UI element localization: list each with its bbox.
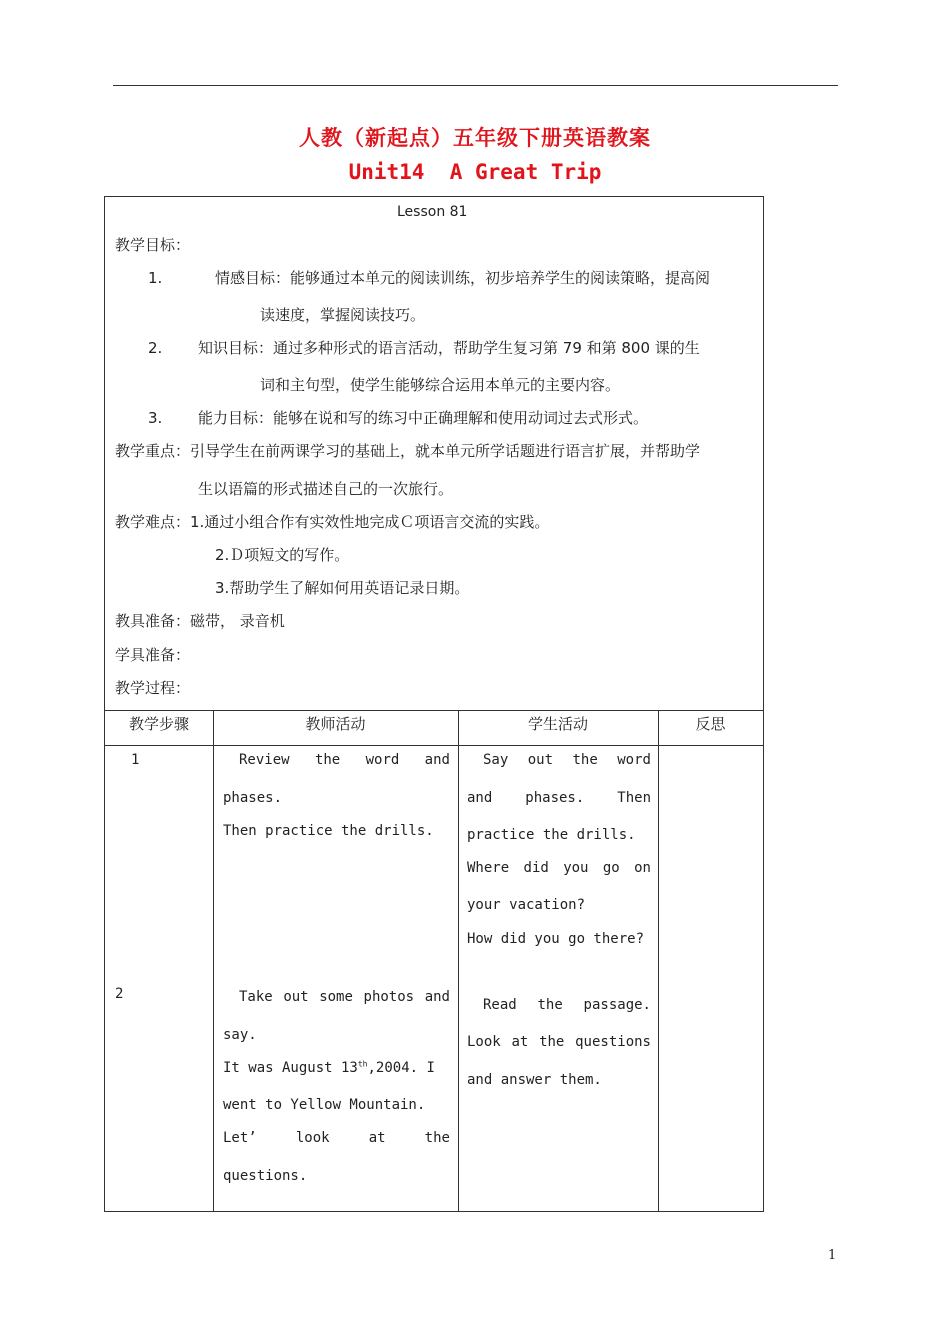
step-number-1: 1 (131, 752, 140, 768)
lesson-label: Lesson 81 (397, 204, 468, 220)
word: questions (575, 1034, 651, 1050)
process-label: 教学过程： (115, 679, 191, 697)
student-step1-line4 (467, 859, 651, 877)
table-col-divider-1 (213, 710, 214, 1212)
student-step1-line5: your vacation? (467, 897, 586, 913)
teacher-step2-line1 (223, 988, 450, 1006)
word: Take (239, 989, 273, 1005)
lesson-plan-box (104, 196, 764, 1212)
word: passage. (583, 997, 651, 1013)
word: the (539, 1034, 565, 1050)
table-col-divider-3 (658, 710, 659, 1212)
table-header-reflection: 反思 (695, 715, 726, 733)
objective-3-num: 3. (148, 409, 163, 427)
objective-3-line1: 能力目标：能够在说和写的练习中正确理解和使用动词过去式形式。 (198, 409, 649, 427)
word: Read (483, 997, 517, 1013)
word: Look (467, 1034, 501, 1050)
date-text: It was August 13 (223, 1060, 358, 1076)
teacher-step1-line2: phases. (223, 790, 283, 806)
step-number-2: 2 (115, 986, 124, 1002)
difficulties-line1: 教学难点：1.通过小组合作有实效性地完成Ｃ项语言交流的实践。 (115, 513, 550, 531)
page-number: 1 (828, 1248, 837, 1263)
document-title-en: Unit14 A Great Trip (348, 160, 602, 184)
word: Review (239, 752, 290, 768)
student-step1-line1 (467, 751, 651, 769)
word: did (523, 860, 549, 876)
word: and (424, 989, 450, 1005)
word: Say (483, 752, 509, 768)
word: on (634, 860, 651, 876)
table-top-rule (105, 710, 763, 711)
difficulties-line3: 3.帮助学生了解如何用英语记录日期。 (215, 579, 470, 597)
teacher-step2-line4: went to Yellow Mountain. (223, 1097, 426, 1113)
word: out (283, 989, 309, 1005)
word: some (319, 989, 353, 1005)
word: word (365, 752, 400, 768)
student-step1-line6: How did you go there? (467, 931, 645, 947)
student-step2-line1 (467, 996, 651, 1014)
objectives-label: 教学目标： (115, 236, 191, 254)
word: go (602, 860, 620, 876)
header-rule (113, 85, 838, 86)
teacher-step2-line5 (223, 1129, 450, 1147)
teacher-step1-line1 (223, 751, 450, 769)
word: at (368, 1130, 386, 1146)
document-title-cn: 人教（新起点）五年级下册英语教案 (299, 126, 651, 150)
word: and (424, 752, 450, 768)
word: you (563, 860, 589, 876)
objective-2-line1: 知识目标：通过多种形式的语言活动，帮助学生复习第 79 和第 800 课的生 (198, 339, 700, 357)
student-step2-line2 (467, 1033, 651, 1051)
table-header-teacher: 教师活动 (305, 715, 366, 733)
word: the (314, 752, 341, 768)
date-text-tail: ,2004. I (367, 1060, 435, 1076)
objective-1-line1: 情感目标：能够通过本单元的阅读训练，初步培养学生的阅读策略，提高阅 (215, 269, 711, 287)
word: phases. (525, 790, 585, 806)
word: the (572, 752, 598, 768)
table-header-student: 学生活动 (527, 715, 588, 733)
teacher-step2-line3 (223, 1059, 435, 1077)
word: and (467, 790, 493, 806)
student-step1-line2 (467, 789, 651, 807)
word: photos (363, 989, 415, 1005)
word: look (295, 1130, 330, 1146)
word: the (424, 1130, 450, 1146)
teacher-step1-line3: Then practice the drills. (223, 823, 434, 839)
word: out (527, 752, 554, 768)
word: at (511, 1034, 529, 1050)
word: the (537, 997, 563, 1013)
word: Let’ (223, 1130, 257, 1146)
objective-1-line2: 读速度，掌握阅读技巧。 (260, 306, 426, 324)
objective-2-num: 2. (148, 339, 163, 357)
difficulties-line2: 2.Ｄ项短文的写作。 (215, 546, 350, 564)
student-step2-line3: and answer them. (467, 1072, 602, 1088)
word: word (617, 752, 651, 768)
teacher-step2-line6: questions. (223, 1168, 308, 1184)
word: Then (617, 790, 651, 806)
student-aids: 学具准备： (115, 646, 191, 664)
key-points-line2: 生以语篇的形式描述自己的一次旅行。 (198, 480, 454, 498)
table-header-steps: 教学步骤 (128, 715, 189, 733)
objective-1-num: 1. (148, 269, 163, 287)
teacher-step2-line2: say. (223, 1027, 257, 1043)
student-step1-line3: practice the drills. (467, 827, 636, 843)
teaching-aids: 教具准备：磁带， 录音机 (115, 612, 285, 630)
key-points-line1: 教学重点：引导学生在前两课学习的基础上，就本单元所学话题进行语言扩展，并帮助学 (115, 442, 701, 460)
ordinal-suffix: th (357, 1059, 368, 1069)
word: Where (467, 860, 510, 876)
objective-2-line2: 词和主句型，使学生能够综合运用本单元的主要内容。 (260, 376, 621, 394)
table-col-divider-2 (458, 710, 459, 1212)
table-header-rule (105, 745, 763, 746)
